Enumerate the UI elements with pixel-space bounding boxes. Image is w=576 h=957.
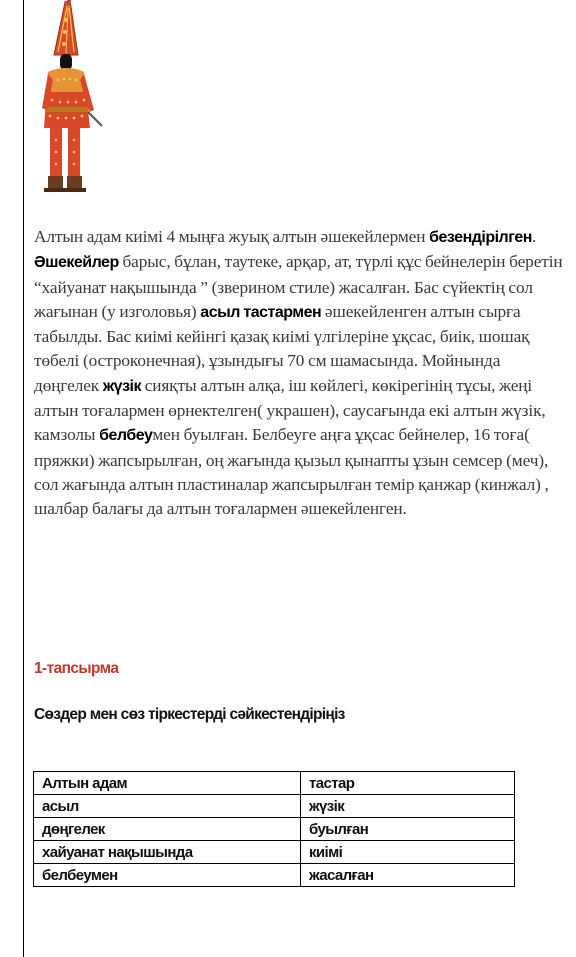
bold-term: асыл тастармен (200, 303, 322, 321)
table-cell-right: буылған (301, 818, 515, 841)
article-text: Алтын адам киімі 4 мыңға жуық алтын әшекейлермен безендірілген. Әшекейлер барыс, бұлан, таутеке, арқар, ат, түрлі құс бейнелерін беретін “хайуанат нақышында ” (зверином стиле) жасалған. Бас сүйектің сол жағынан (у изголовья) асыл тастармен әшекейленген алтын сырға табылды. Бас киімі кейінгі қазақ киімі үлгілеріне ұқсас, биік, шошақ төбелі (остроконечная), ұзындығы 70 см шамасында. Мойнында дөңгелек жүзік сияқты алтын алқа, іш көйлегі, көкірегінің тұсы, жеңі алтын тоғалармен өрнектелген( украшен), саусағында екі алтын жүзік, камзолы белбеумен буылған. Белбеуге аңға ұқсас бейнелер, 16 тоға( пряжки) жапсырылған, оң жағында қызыл қынапты ұзын семсер (меч), сол жағында алтын пластиналар жапсырылған темір қанжар (кинжал) , шалбар балағы да алтын тоғалармен әшекейленген. (34, 227, 563, 519)
task-instruction: Сөздер мен сөз тіркестерді сәйкестендіріңіз (34, 706, 345, 723)
table-cell-left: дөңгелек (34, 818, 301, 841)
table-cell-left: асыл (34, 795, 301, 818)
table-cell-right: жасалған (301, 864, 515, 887)
bold-term: Әшекейлер (34, 254, 119, 272)
table-row (34, 772, 515, 795)
bold-term: белбеу (99, 427, 153, 445)
table-cell-left: Алтын адам (34, 772, 301, 795)
table-row (34, 841, 515, 864)
table-row (34, 818, 515, 841)
matching-table (33, 771, 515, 887)
table-cell-left: хайуанат нақышында (34, 841, 301, 864)
table-cell-right: киімі (301, 841, 515, 864)
table-cell-left: белбеумен (34, 864, 301, 887)
table-cell-right: тастар (301, 772, 515, 795)
bold-term: безендірілген (429, 229, 532, 246)
bold-term: жүзік (102, 377, 141, 395)
golden-man-warrior-image (38, 0, 108, 195)
table-row (34, 795, 515, 818)
page-margin-line (23, 0, 24, 957)
task-title: 1-тапсырма (34, 660, 119, 677)
table-row (34, 864, 515, 887)
table-cell-right: жүзік (301, 795, 515, 818)
